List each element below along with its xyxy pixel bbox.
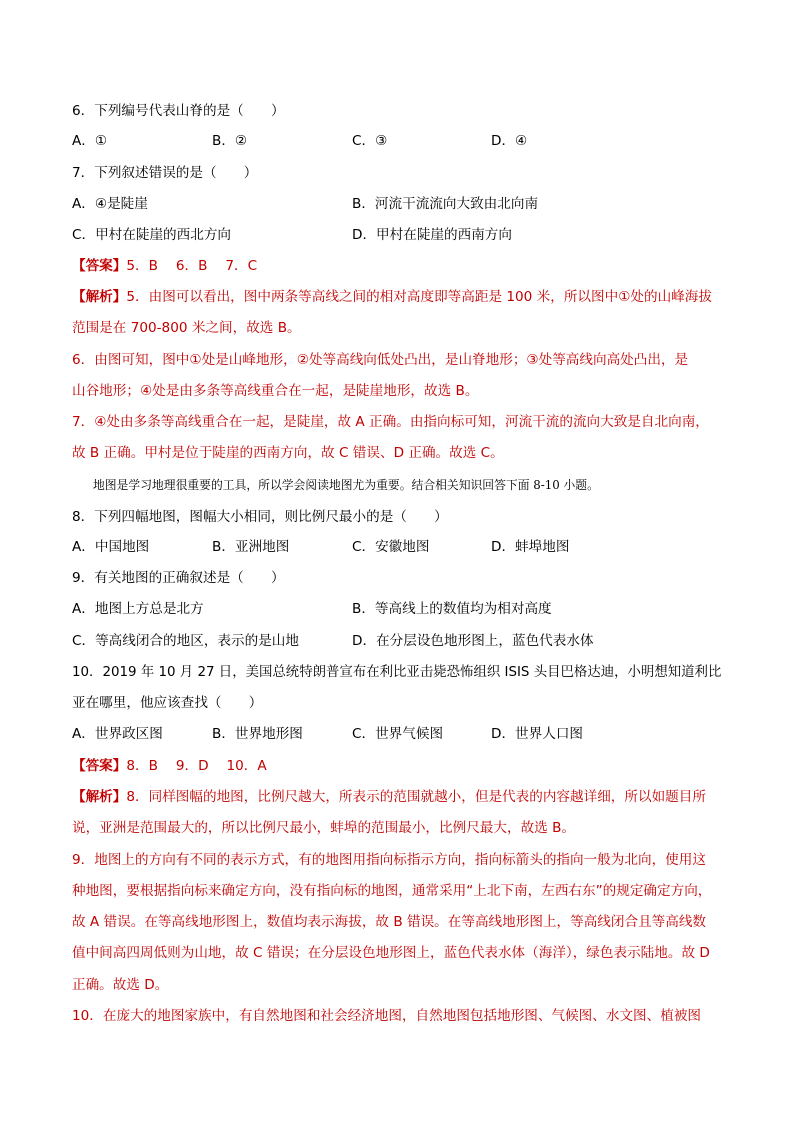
analysis-tag: 【解析】 xyxy=(72,789,127,805)
question-8-stem: 8．下列四幅地图，图幅大小相同，则比例尺最小的是（ ） xyxy=(72,509,448,525)
option-a: A．世界政区图 xyxy=(72,726,163,742)
answer-tag: 【答案】 xyxy=(72,758,127,774)
answer-5-7 xyxy=(72,256,257,276)
analysis-line: 9．地图上的方向有不同的表示方式，有的地图用指向标指示方向，指向标箭头的指向一般为北向，使用这 xyxy=(72,852,706,868)
answer-text: 5．B 6．B 7．C xyxy=(126,258,258,274)
analysis-line: 10．在庞大的地图家族中，有自然地图和社会经济地图，自然地图包括地形图、气候图、水文图、植被图 xyxy=(72,1008,702,1024)
analysis-line: 山谷地形；④处是由多条等高线重合在一起，是陡崖地形，故选 B。 xyxy=(72,383,479,399)
analysis-line: 7．④处由多条等高线重合在一起，是陡崖，故 A 正确。由指向标可知，河流干流的流向大致是自北向南， xyxy=(72,414,709,430)
analysis-text: 8．同样图幅的地图，比例尺越大，所表示的范围就越小，但是代表的内容越详细，所以如题目所 xyxy=(126,789,706,805)
question-10-stem-line1: 10．2019 年 10 月 27 日，美国总统特朗普宣布在利比亚击毙恐怖组织 ISIS 头目巴格达迪，小明想知道利比 xyxy=(72,664,722,680)
question-7-options-row1 xyxy=(72,194,722,214)
option-a: A．① xyxy=(72,133,108,149)
analysis-line xyxy=(72,287,712,307)
option-a: A．中国地图 xyxy=(72,539,150,555)
question-7-options-row2 xyxy=(72,225,722,245)
question-8-options xyxy=(72,537,722,557)
analysis-line: 故 B 正确。甲村是位于陡崖的西南方向，故 C 错误、D 正确。故选 C。 xyxy=(72,445,504,461)
question-10-options xyxy=(72,724,722,744)
question-10-stem-line2: 亚在哪里，他应该查找（ ） xyxy=(72,695,263,711)
answer-tag: 【答案】 xyxy=(72,258,127,274)
option-b: B．亚洲地图 xyxy=(212,539,290,555)
option-c: C．安徽地图 xyxy=(352,539,430,555)
option-c: C．等高线闭合的地区，表示的是山地 xyxy=(72,633,299,649)
answer-text: 8．B 9．D 10．A xyxy=(126,758,267,774)
question-6-stem: 6．下列编号代表山脊的是（ ） xyxy=(72,103,285,119)
analysis-line: 范围是在 700-800 米之间，故选 B。 xyxy=(72,320,301,336)
option-c: C．③ xyxy=(352,133,388,149)
section-intro: 地图是学习地理很重要的工具，所以学会阅读地图尤为重要。结合相关知识回答下面 8-10 小题。 xyxy=(93,478,599,492)
option-d: D．甲村在陡崖的西南方向 xyxy=(352,227,512,243)
option-b: B．等高线上的数值均为相对高度 xyxy=(352,601,552,617)
answer-8-10 xyxy=(72,756,267,776)
analysis-text: 5．由图可以看出，图中两条等高线之间的相对高度即等高距是 100 米，所以图中①处的山峰海拔 xyxy=(126,289,712,305)
question-9-options-row2 xyxy=(72,631,722,651)
option-b: B．② xyxy=(212,133,248,149)
option-c: C．世界气候图 xyxy=(352,726,444,742)
option-a: A．地图上方总是北方 xyxy=(72,601,204,617)
analysis-line xyxy=(72,787,706,807)
option-d: D．④ xyxy=(491,133,528,149)
analysis-line: 6．由图可知，图中①处是山峰地形，②处等高线向低处凸出，是山脊地形；③处等高线向高处凸出，是 xyxy=(72,352,689,368)
option-a: A．④是陡崖 xyxy=(72,196,148,212)
analysis-line: 正确。故选 D。 xyxy=(72,977,169,993)
question-9-stem: 9．有关地图的正确叙述是（ ） xyxy=(72,570,285,586)
analysis-line: 故 A 错误。在等高线地形图上，数值均表示海拔，故 B 错误。在等高线地形图上，等高线闭合且等高线数 xyxy=(72,914,707,930)
option-c: C．甲村在陡崖的西北方向 xyxy=(72,227,232,243)
analysis-line: 说，亚洲是范围最大的，所以比例尺最小，蚌埠的范围最小，比例尺最大，故选 B。 xyxy=(72,820,576,836)
question-9-options-row1 xyxy=(72,599,722,619)
question-6-options xyxy=(72,131,722,151)
analysis-tag: 【解析】 xyxy=(72,289,127,305)
analysis-line: 种地图，要根据指向标来确定方向，没有指向标的地图，通常采用“上北下南，左西右东”的规定确定方向， xyxy=(72,883,712,899)
analysis-line: 值中间高四周低则为山地，故 C 错误；在分层设色地形图上，蓝色代表水体（海洋），绿色表示陆地。故 D xyxy=(72,945,710,961)
option-d: D．在分层设色地形图上，蓝色代表水体 xyxy=(352,633,594,649)
option-b: B．河流干流流向大致由北向南 xyxy=(352,196,539,212)
option-d: D．蚌埠地图 xyxy=(491,539,570,555)
option-b: B．世界地形图 xyxy=(212,726,303,742)
question-7-stem: 7．下列叙述错误的是（ ） xyxy=(72,165,258,181)
option-d: D．世界人口图 xyxy=(491,726,584,742)
